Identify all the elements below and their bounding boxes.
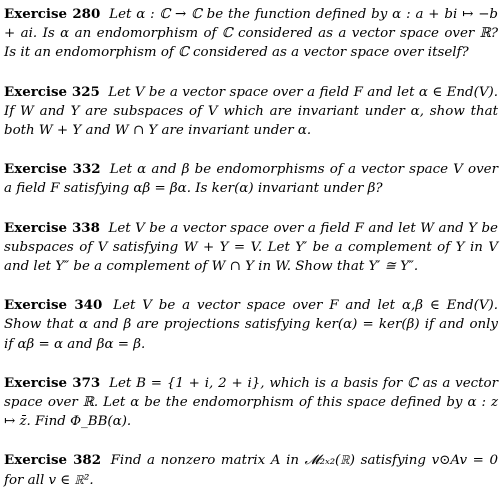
exercise-text: Let V be a vector space over a field F and let α ∈ End(V). If W and Y are subspaces of V which are invariant under α, show that both W + Y and W ∩ Y are invariant under α. [4,84,498,139]
exercise-label: Exercise 280 [4,6,101,22]
exercise-label: Exercise 340 [4,297,103,314]
exercise-338 [4,219,498,277]
exercise-label: Exercise 373 [4,374,101,391]
exercise-text: Let V be a vector space over F and let α,β ∈ End(V). Show that α and β are projections satisfying ker(α) = ker(β) if and only if αβ = α and βα = β. [4,298,498,352]
exercise-text: Let α and β be endomorphisms of a vector space V over a field F satisfying αβ = βα. Is ker(α) invariant under β? [4,162,498,197]
exercise-373 [4,374,498,432]
exercise-list [4,5,498,490]
exercise-label: Exercise 325 [4,83,100,100]
exercise-label: Exercise 382 [4,452,102,469]
exercise-text: Let V be a vector space over a field F and let W and Y be subspaces of V satisfying W + Y = V. Let Y′ be a complement of Y in V and let Y″ be a complement of W ∩ Y in W. Show that Y′ ≅ Y″. [4,220,498,275]
exercise-text: Find a nonzero matrix A in 𝓜₂ₓ₂(ℝ) satisfying v⊙Av = 0 for all v ∈ ℝ². [4,453,498,488]
exercise-325 [4,83,498,141]
exercise-label: Exercise 338 [4,219,100,236]
exercise-text: Let B = {1 + i, 2 + i}, which is a basis for ℂ as a vector space over ℝ. Let α be the endomorphism of this space defined by α : z ↦ z̄. Find Φ_BB(α). [4,375,498,430]
exercise-332 [4,160,498,198]
exercise-label: Exercise 332 [4,161,101,178]
exercise-340 [4,296,498,354]
exercise-text: Let α : ℂ → ℂ be the function defined by α : a + bi ↦ −b + ai. Is α an endomorphism of ℂ considered as a vector space over ℝ? Is it an endomorphism of ℂ considered as a vector space over itself? [4,7,498,61]
exercise-382 [4,451,498,489]
exercise-280 [4,5,498,63]
